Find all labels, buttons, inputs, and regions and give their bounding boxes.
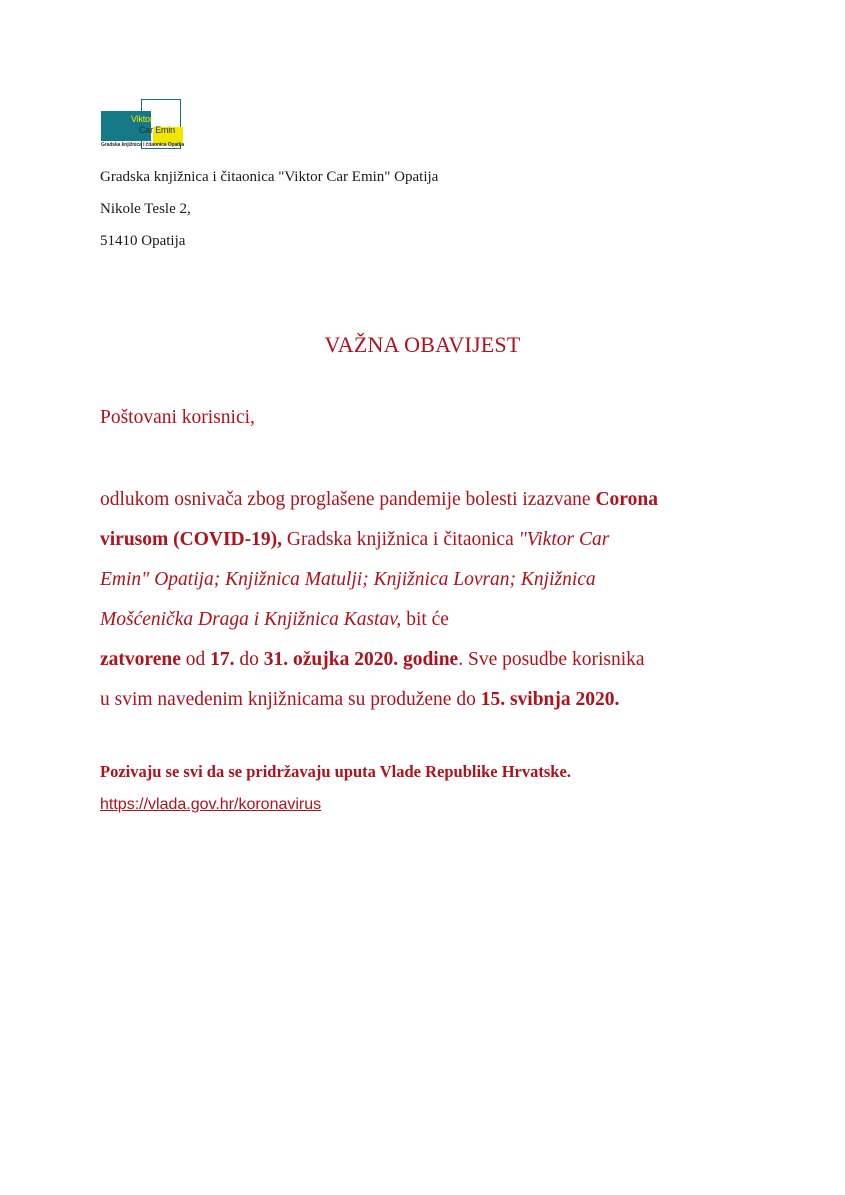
logo-text-car-emin: Car Emin bbox=[139, 125, 175, 135]
body-line-3 bbox=[100, 560, 760, 600]
address-city: 51410 Opatija bbox=[100, 233, 186, 249]
body-text: odlukom osnivača zbog proglašene pandemije bolesti izazvane bbox=[100, 489, 596, 510]
body-text: bit će bbox=[401, 609, 449, 630]
page-title: VAŽNA OBAVIJEST bbox=[324, 332, 521, 357]
logo-text-library: Gradska knjižnica i čitaonica Opatija bbox=[101, 142, 184, 148]
body-bold: 31. ožujka 2020. godine bbox=[263, 649, 459, 670]
address-library-name: Gradska knjižnica i čitaonica "Viktor Car Emin" Opatija bbox=[100, 169, 439, 185]
body-italic: Emin" Opatija; Knjižnica Matulji; Knjižnica Lovran; Knjižnica bbox=[100, 569, 596, 590]
government-notice: Pozivaju se svi da se pridržavaju uputa Vlade Republike Hrvatske. bbox=[100, 762, 571, 781]
body-italic: "Viktor Car bbox=[518, 529, 610, 550]
body-bold: virusom (COVID-19), bbox=[100, 529, 282, 550]
body-text: do bbox=[234, 649, 264, 670]
body-text: . Sve posudbe korisnika bbox=[458, 649, 645, 670]
greeting: Poštovani korisnici, bbox=[100, 407, 255, 428]
body-line-1 bbox=[100, 480, 760, 520]
body-line-4 bbox=[100, 600, 760, 640]
government-link[interactable]: https://vlada.gov.hr/koronavirus bbox=[100, 796, 322, 813]
body-bold: Corona bbox=[595, 489, 658, 510]
address-street: Nikole Tesle 2, bbox=[100, 201, 191, 217]
body-text: od bbox=[180, 649, 211, 670]
body-line-6 bbox=[100, 680, 760, 720]
body-text: Gradska knjižnica i čitaonica bbox=[281, 529, 519, 550]
body-bold: 17. bbox=[210, 649, 235, 670]
body-italic: Mošćenička Draga i Knjižnica Kastav, bbox=[100, 609, 402, 630]
body-bold: 15. svibnja 2020. bbox=[480, 689, 620, 710]
library-logo bbox=[101, 99, 183, 151]
body-bold: zatvorene bbox=[100, 649, 181, 670]
body-text: u svim navedenim knjižnicama su produžene do bbox=[100, 689, 481, 710]
body-line-5 bbox=[100, 640, 760, 680]
body-line-2 bbox=[100, 520, 760, 560]
logo-text-viktor: Viktor bbox=[131, 114, 153, 124]
announcement-body bbox=[100, 480, 760, 720]
